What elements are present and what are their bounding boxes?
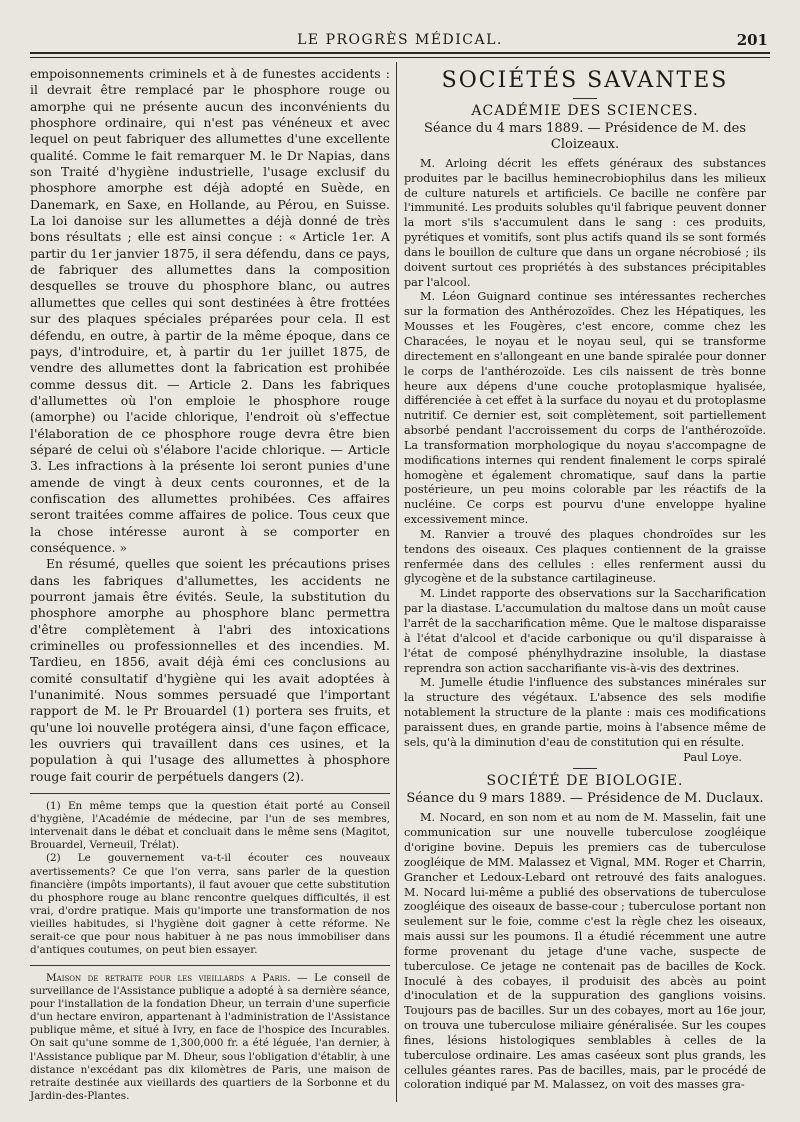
body-paragraph: En résumé, quelles que soient les précautions prises dans les fabriques d'allumettes, les accidents ne pourront jamais être évités. Seule, la substitution du phosphore amorphe au phosphore blanc permettra d'être complètement à l'abri des intoxications criminelles ou professionnelles et des incendies. M. Tardieu, en 1856, avait déjà émi ces conclusions au comité consultatif d'hygiène qui les avait adoptées à l'unanimité. Nous sommes persuadé que l'important rapport de M. le Pr Brouardel (1) portera ses fruits, et qu'une loi nouvelle protégera ainsi, d'une façon efficace, les ouvriers qui travaillent dans ces usines, et la population à qui l'usage des allumettes à phosphore rouge fait courir de perpétuels dangers (2). bbox=[30, 556, 390, 784]
header-rule-thin bbox=[30, 57, 770, 58]
biology-heading: SOCIÉTÉ DE BIOLOGIE. bbox=[486, 773, 684, 790]
notice-title: Maison de retraite pour les vieillards a Paris. bbox=[46, 972, 291, 985]
body-paragraph: M. Arloing décrit les effets généraux des substances produites par le bacillus heminecrobiophilus dans les milieux de culture naturels et artificiels. Ce bacille ne confère par l'immunité. Les produits solubles qu'il fabrique peuvent donner la mort s'ils s'accumulent dans le sang : ces produits, pyrétiques et vomitifs, sont plus actifs quand ils se sont formés dans le bouillon de culture que dans un organe nécrobiosé ; ils doivent surtout ces propriétés à des substances précipitables par l'alcool. bbox=[404, 156, 766, 289]
section-dash bbox=[573, 768, 597, 769]
journal-title: LE PROGRÈS MÉDICAL. bbox=[297, 32, 503, 48]
running-header bbox=[30, 28, 770, 50]
body-paragraph: M. Lindet rapporte des observations sur la Saccharification par la diastase. L'accumulation du maltose dans un moût cause l'arrêt de la saccharification même. Que le maltose disparaisse à l'état d'alcool et d'acide carbonique ou qu'il disparaisse à l'état de composé phénylhydrazine insoluble, la diastase reprendra son action saccharifiante vis-à-vis des dextrines. bbox=[404, 587, 766, 675]
body-paragraph: M. Ranvier a trouvé des plaques chondroïdes sur les tendons des oiseaux. Ces plaques contiennent de la graisse renfermée dans des cellules : elles renferment aussi du glycogène et de la substance cartilagineuse. bbox=[404, 527, 766, 586]
academy-session: Séance du 4 mars 1889. — Présidence de M. des Cloizeaux. bbox=[423, 120, 747, 152]
biology-session: Séance du 9 mars 1889. — Présidence de M. Duclaux. bbox=[406, 791, 764, 807]
notice-body: — Le conseil de surveillance de l'Assistance publique a adopté à sa dernière séance, pour l'installation de la fondation Dheur, un terrain d'une superficie d'un hectare environ, appartenant à l'administration de l'Assistance publique même, et situé à Ivry, en face de l'hospice des Incurables. On sait qu'une somme de 1,300,000 fr. a été léguée, l'an dernier, à l'Assistance publique par M. Dheur, sous l'obligation d'établir, à une distance n'excédant pas dix kilomètres de Paris, une maison de retraite destinée aux vieillards des quartiers de la Sorbonne et du Jardin-des-Plantes. bbox=[30, 972, 391, 1102]
footnote-rule bbox=[30, 793, 390, 794]
right-column bbox=[404, 66, 766, 1093]
academy-heading: ACADÉMIE DES SCIENCES. bbox=[471, 103, 699, 119]
section-title: SOCIÉTÉS SAVANTES bbox=[441, 68, 729, 93]
column-divider bbox=[396, 62, 397, 1102]
title-dash bbox=[573, 98, 597, 99]
body-paragraph: M. Nocard, en son nom et au nom de M. Masselin, fait une communication sur une nouvelle tuberculose zoogléique d'origine bovine. Depuis les premiers cas de tuberculose zoogléique de MM. Malassez et Vignal, MM. Roger et Charrin, Grancher et Ledoux-Lebard ont retrouvé des faits analogues. M. Nocard lui-même a publié des observations de tuberculose zoogléique des oiseaux de basse-cour ; tuberculose portant non seulement sur le foie, comme c'est la règle chez les oiseaux, mais aussi sur les poumons. Il a étudié récemment une autre forme provenant du jetage d'une vache, suspecte de tuberculose. Ce jetage ne contenait pas de bacilles de Kock. Inoculé à des cobayes, il produisit des abcès au point d'inoculation et de la suppuration des ganglions voisins. Toujours pas de bacilles. Sur un des cobayes, mort au 16e jour, on trouva une tuberculose miliaire généralisée. Sur les coupes fines, lésions histologiques semblables à celles de la tuberculose ordinaire. Les amas caséeux sont plus grands, les cellules géantes rares. Pas de bacilles, mais, par le procédé de coloration indiqué par M. Malassez, on voit des masses gra- bbox=[404, 811, 766, 1092]
header-rule-thick bbox=[30, 52, 770, 54]
footnote: (1) En même temps que la question était porté au Conseil d'hygiène, l'Académie de médecine, par l'un de ses membres, intervenait dans le débat et concluait dans le même sens (Magitot, Brouardel, Verneuil, Trélat). bbox=[30, 800, 390, 852]
body-paragraph: M. Léon Guignard continue ses intéressantes recherches sur la formation des Anthérozoïdes. Chez les Hépatiques, les Mousses et les Fougères, c'est encore, comme chez les Characées, le noyau et le noyau seul, qui se transforme directement en s'allongeant en une bande spiralée pour donner le corps de l'anthérozoïde. Les cils naissent de très bonne heure aux dépens d'une couche protoplasmique hyalisée, différenciée à cet effet à la surface du noyau et du protoplasme nutritif. Ce dernier est, soit complètement, soit partiellement absorbé pendant l'accroissement du corps de l'anthérozoïde. La transformation morphologique du noyau s'accompagne de modifications internes qui rendent finalement le corps spiralé homogène et également chromatique, sauf dans la partie postérieure, un peu moins colorable par les réactifs de la nucléine. Ce corps est pourvu d'une enveloppe hyaline excessivement mince. bbox=[404, 290, 766, 527]
body-paragraph: M. Jumelle étudie l'influence des substances minérales sur la structure des végétaux. L'absence des sels modifie notablement la structure de la plante : mais ces modifications paraissent dues, en grande partie, moins à l'absence même de sels, qu'à la diminution d'eau de constitution qui en résulte. bbox=[404, 676, 766, 749]
body-paragraph: empoisonnements criminels et à de funestes accidents : il devrait être remplacé par le phosphore rouge ou amorphe qui ne présente aucun des inconvénients du phosphore ordinaire, qui n'est pas vénéneux et avec lequel on peut fabriquer des allumettes d'une excellente qualité. Comme le fait remarquer M. le Dr Napias, dans son Traité d'hygiène industrielle, l'usage exclusif du phosphore amorphe est déjà adopté en Suède, en Danemark, en Saxe, en Hollande, au Pérou, en Suisse. La loi danoise sur les allumettes a déjà donné de très bons résultats ; elle est ainsi conçue : « Article 1er. A partir du 1er janvier 1875, il sera défendu, dans ce pays, de fabriquer des allumettes dans la composition desquelles se trouve du phosphore blanc, ou autres allumettes que celles qui sont destinées à être frottées sur des plaques spéciales préparées pour cela. Il est défendu, en outre, à partir de la même époque, dans ce pays, d'introduire, et, à partir du 1er juillet 1875, de vendre des allumettes dont la fabrication est prohibée comme dessus dit. — Article 2. Dans les fabriques d'allumettes où l'on emploie le phosphore rouge (amorphe) ou l'acide chlorique, l'endroit où s'effectue l'élaboration de ce phosphore rouge devra être bien séparé de celui où s'élabore l'acide chlorique. — Article 3. Les infractions à la présente loi seront punies d'une amende de vingt à deux cents couronnes, et de la confiscation des allumettes prohibées. Ces affaires seront traitées comme affaires de police. Tous ceux que la chose intéresse auront à se comporter en conséquence. » bbox=[30, 66, 390, 555]
news-notice bbox=[30, 972, 390, 1103]
signature: Paul Loye. bbox=[683, 750, 742, 764]
page-number: 201 bbox=[736, 31, 768, 49]
notice-rule bbox=[30, 965, 390, 966]
footnote: (2) Le gouvernement va-t-il écouter ces nouveaux avertissements? Ce que l'on verra, sans parler de la question financière (impôts importants), il faut avouer que cette substitution du phosphore rouge au blanc rencontre quelques difficultés, il est vrai, d'ordre pratique. Mais qu'importe une transformation de nos vieilles habitudes, si l'hygiène doit gagner à cette réforme. Ne serait-ce que pour nous habituer à ne pas nous immobiliser dans d'antiques coutumes, on peut bien essayer. bbox=[30, 852, 390, 956]
left-column bbox=[30, 66, 390, 1103]
